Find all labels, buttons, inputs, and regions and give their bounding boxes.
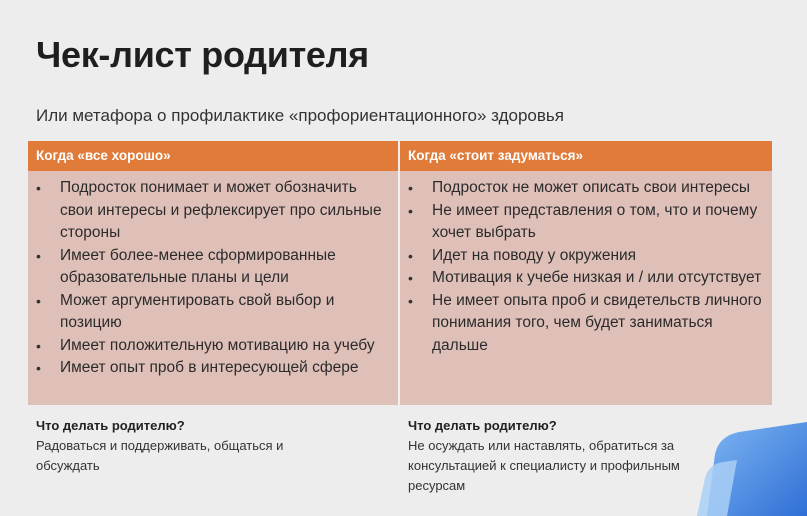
- list-item: • Мотивация к учебе низкая и / или отсутствует: [400, 267, 772, 290]
- list-item: • Подросток не может описать свои интересы: [400, 177, 772, 200]
- decorative-corner-shape: [697, 416, 807, 516]
- list-item: • Имеет более-менее сформированные образовательные планы и цели: [28, 245, 398, 290]
- table-body-row: [28, 171, 772, 405]
- list-item: • Идет на поводу у окружения: [400, 245, 772, 268]
- page-title: Чек-лист родителя: [36, 34, 369, 75]
- concern-list: [400, 177, 772, 357]
- good-list: [28, 177, 398, 380]
- advice-answer: Радоваться и поддерживать, общаться и обсуждать: [36, 438, 284, 473]
- header-good: Когда «все хорошо»: [28, 141, 400, 171]
- checklist-table: [28, 141, 772, 405]
- advice-question: Что делать родителю?: [36, 418, 185, 433]
- list-item: • Имеет положительную мотивацию на учебу: [28, 335, 398, 358]
- list-item: • Подросток понимает и может обозначить свои интересы и рефлексирует про сильные стороны: [28, 177, 398, 245]
- header-concern: Когда «стоит задуматься»: [408, 148, 584, 163]
- blue-shape-icon: [697, 416, 807, 516]
- list-item: • Не имеет представления о том, что и почему хочет выбрать: [400, 200, 772, 245]
- parent-advice-good: [36, 416, 336, 476]
- table-header-row: [28, 141, 772, 171]
- good-column: [28, 171, 400, 405]
- list-item: • Может аргументировать свой выбор и позицию: [28, 290, 398, 335]
- list-item: • Не имеет опыта проб и свидетельств личного понимания того, чем будет заниматься дальше: [400, 290, 772, 358]
- concern-column: [400, 171, 772, 405]
- advice-question: Что делать родителю?: [408, 418, 557, 433]
- page-subtitle: Или метафора о профилактике «профориентационного» здоровья: [36, 106, 564, 125]
- parent-advice-concern: [408, 416, 708, 496]
- advice-answer: Не осуждать или наставлять, обратиться за консультацией к специалисту и профильным ресурсам: [408, 438, 680, 493]
- list-item: • Имеет опыт проб в интересующей сфере: [28, 357, 398, 380]
